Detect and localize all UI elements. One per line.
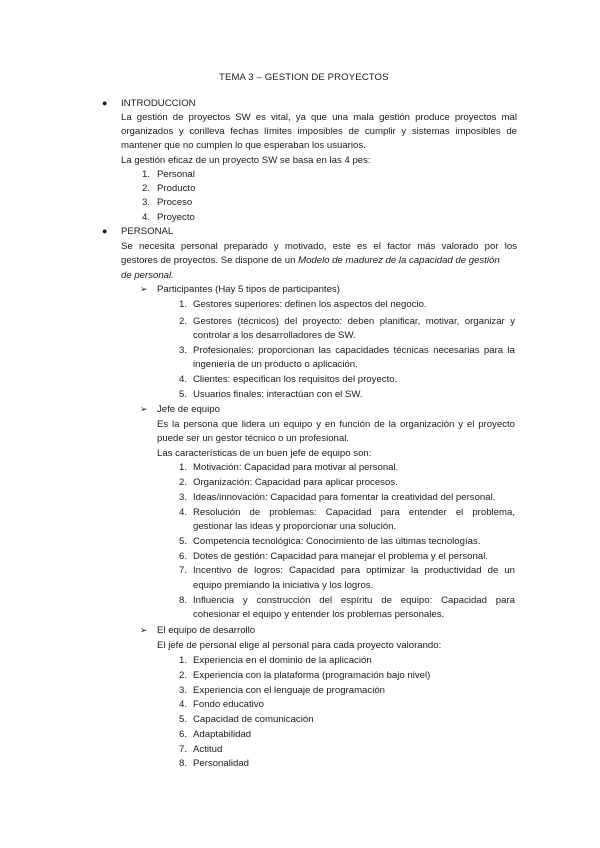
arrow-bullet-icon: ➢ bbox=[140, 404, 148, 414]
equipo-paragraph: El jefe de personal elige al personal para cada proyecto valorando: bbox=[157, 640, 442, 651]
subsection-heading-participantes: Participantes (Hay 5 tipos de participantes) bbox=[157, 284, 340, 295]
personal-paragraph-line: gestores de proyectos. Se dispone de un Modelo de madurez de la capacidad de gestión bbox=[121, 255, 500, 266]
intro-paragraph-line: mantener que no cumplen lo que esperaban los usuarios. bbox=[121, 140, 366, 151]
list-item: Actitud bbox=[193, 744, 223, 755]
list-item: Dotes de gestión: Capacidad para manejar el problema y el personal. bbox=[193, 551, 488, 562]
list-item-continued: gestionar las ideas y proporcionar una solución. bbox=[193, 521, 397, 532]
intro-paragraph-line: organizados y conlleva fechas límites imposibles de cumplir y sistemas imposibles de bbox=[121, 126, 517, 137]
list-item: Experiencia en el dominio de la aplicación bbox=[193, 655, 372, 666]
intro-paragraph: La gestión eficaz de un proyecto SW se basa en las 4 pes: bbox=[121, 155, 371, 166]
list-item: Proceso bbox=[157, 197, 193, 208]
list-item: Competencia tecnológica: Conocimiento de las últimas tecnologías. bbox=[193, 536, 481, 547]
jefe-paragraph-line: puede ser un gestor técnico o un profesional. bbox=[157, 433, 350, 444]
arrow-bullet-icon: ➢ bbox=[140, 284, 148, 294]
list-item: Experiencia con el lenguaje de programación bbox=[193, 685, 385, 696]
list-item: Ideas/innovación: Capacidad para fomentar la creatividad del personal. bbox=[193, 492, 496, 503]
jefe-paragraph: Las características de un buen jefe de equipo son: bbox=[157, 448, 372, 459]
list-item: Organización: Capacidad para aplicar procesos. bbox=[193, 477, 398, 488]
list-item: Adaptabilidad bbox=[193, 729, 252, 740]
list-item-continued: controlar a los desarrolladores de SW. bbox=[193, 330, 356, 341]
list-item: Capacidad de comunicación bbox=[193, 714, 314, 725]
subsection-heading-jefe: Jefe de equipo bbox=[157, 404, 220, 415]
intro-paragraph-line: La gestión de proyectos SW es vital, ya que una mala gestión produce proyectos mal bbox=[121, 112, 517, 123]
list-item: Experiencia con la plataforma (programación bajo nivel) bbox=[193, 670, 431, 681]
document-title: TEMA 3 – GESTION DE PROYECTOS bbox=[219, 72, 389, 83]
section-heading-intro: INTRODUCCION bbox=[121, 98, 196, 109]
list-item: Gestores superiores: definen los aspectos del negocio. bbox=[193, 299, 427, 310]
list-item-continued: equipo premiando la iniciativa y los logros. bbox=[193, 580, 374, 591]
bullet-icon: ● bbox=[102, 226, 108, 236]
section-heading-personal: PERSONAL bbox=[121, 226, 174, 237]
list-item: Usuarios finales: interactúan con el SW. bbox=[193, 389, 363, 400]
list-item: Motivación: Capacidad para motivar al personal. bbox=[193, 462, 399, 473]
list-item: Gestores (técnicos) del proyecto: deben planificar, motivar, organizar y bbox=[193, 316, 515, 327]
arrow-bullet-icon: ➢ bbox=[140, 625, 148, 635]
list-item: Personalidad bbox=[193, 758, 250, 769]
jefe-paragraph-line: Es la persona que lidera un equipo y en función de la organización y el proyecto bbox=[157, 419, 515, 430]
list-item: Influencia y construcción del espíritu de equipo: Capacidad para bbox=[193, 595, 515, 606]
list-item: Clientes: especifican los requisitos del proyecto. bbox=[193, 374, 398, 385]
list-item: Profesionales: proporcionan las capacidades técnicas necesarias para la bbox=[193, 345, 515, 356]
list-item-continued: cohesionar el equipo y entender los problemas personales. bbox=[193, 609, 445, 620]
list-item: Fondo educativo bbox=[193, 699, 264, 710]
document-page: TEMA 3 – GESTION DE PROYECTOS ● INTRODUCCION La gestión de proyectos SW es vital, ya que una mala gestión produce proyectos mal organizados y conlleva fechas límites imposibles de cumplir y sistemas imposibles de mantener que no cumplen lo que esperaban los usuarios. La gestión eficaz de un proyecto SW se basa en las 4 pes: 1. Personal 2. Producto 3. Proceso 4. Proyecto ● PERSONAL Se necesita personal preparado y motivado, este es el factor más valorado por los gestores de proyectos. Se dispone de un Modelo de madurez de la capacidad de gestión de personal. ➢ Participantes (Hay 5 tipos de participantes) 1. Gestores superiores: definen los aspectos del negocio. 2. Gestores (técnicos) del proyecto: deben planificar, motivar, organizar y controlar a los desarrolladores de SW. 3. Profesionales: proporcionan las capacidades técnicas necesarias para la ingeniería de un producto o aplicación. 4. Clientes: especifican los requisitos del proyecto. 5. Usuarios finales: interactúan con el SW. ➢ Jefe de equipo Es la persona que lidera un equipo y en función de la organización y el proyecto puede ser un gestor técnico o un profesional. Las características de un buen jefe de equipo son: 1. Motivación: Capacidad para motivar al personal. 2. Organización: Capacidad para aplicar procesos. 3. Ideas/innovación: Capacidad para fomentar la creatividad del personal. 4. Resolución de problemas: Capacidad para entender el problema, gestionar las ideas y proporcionar una solución. 5. Competencia tecnológica: Conocimiento de las últimas tecnologías. 6. Dotes de gestión: Capacidad para manejar el problema y el personal. 7. Incentivo de logros: Capacidad para optimizar la productividad de un equipo premiando la iniciativa y los logros. 8. Influencia y construcción del espíritu de equipo: Capacidad para cohesionar el equipo y entender los problemas personales. ➢ El equipo de desarrollo El jefe de personal elige al personal para cada proyecto valorando: 1. Experiencia en el dominio de la aplicación 2. Experiencia con la plataforma (programación bajo nivel) 3. Experiencia con el lenguaje de programación 4. Fondo educativo 5. Capacidad de comunicación 6. Adaptabilidad 7. Actitud 8. Personalidad bbox=[102, 72, 517, 769]
list-item: Proyecto bbox=[157, 212, 195, 223]
subsection-heading-equipo: El equipo de desarrollo bbox=[157, 625, 256, 636]
list-item-continued: ingeniería de un producto o aplicación. bbox=[193, 359, 358, 370]
bullet-icon: ● bbox=[102, 98, 108, 108]
list-item: Personal bbox=[157, 169, 195, 180]
list-item: Resolución de problemas: Capacidad para entender el problema, bbox=[193, 507, 515, 518]
personal-paragraph-line: Se necesita personal preparado y motivado, este es el factor más valorado por los bbox=[121, 241, 517, 252]
personal-paragraph-line: de personal. bbox=[121, 270, 174, 281]
list-item: Producto bbox=[157, 183, 196, 194]
list-item: Incentivo de logros: Capacidad para optimizar la productividad de un bbox=[193, 565, 515, 576]
